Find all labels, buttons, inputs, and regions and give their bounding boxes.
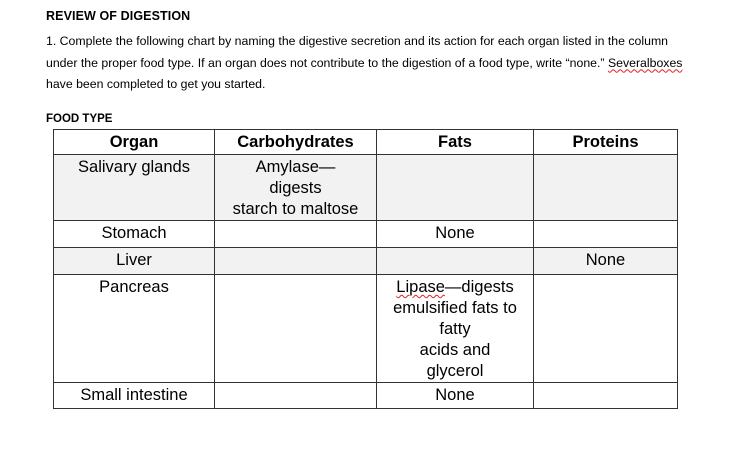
instructions	[46, 31, 686, 96]
digestion-table	[53, 129, 678, 409]
cell-fats[interactable]: None	[377, 383, 534, 409]
cell-organ[interactable]: Salivary glands	[54, 155, 215, 221]
table-row	[54, 155, 678, 221]
instructions-text-end: have been completed to get you started.	[46, 77, 266, 91]
cell-fats[interactable]	[377, 275, 534, 383]
instructions-text: 1. Complete the following chart by naming the digestive secretion and its action for each organ listed in the column under the proper food type. If an organ does not contribute to the digestion of a food type, write “none.”	[46, 34, 669, 70]
cell-organ[interactable]: Stomach	[54, 221, 215, 248]
cell-carbohydrates[interactable]	[215, 221, 377, 248]
table-row	[54, 275, 678, 383]
cell-line: glycerol	[426, 362, 484, 380]
page-heading: REVIEW OF DIGESTION	[46, 9, 191, 23]
cell-line: acids and	[419, 341, 491, 359]
cell-proteins[interactable]	[534, 155, 678, 221]
cell-carbohydrates[interactable]	[215, 155, 377, 221]
cell-proteins[interactable]	[534, 221, 678, 248]
cell-fats[interactable]	[377, 155, 534, 221]
cell-line: emulsified fats to	[393, 299, 517, 317]
header-organ: Organ	[54, 130, 215, 155]
cell-proteins[interactable]	[534, 383, 678, 409]
header-carbohydrates: Carbohydrates	[215, 130, 377, 155]
cell-organ[interactable]: Liver	[54, 248, 215, 275]
cell-proteins[interactable]	[534, 275, 678, 383]
cell-line: digests	[269, 179, 322, 197]
cell-fats[interactable]: None	[377, 221, 534, 248]
header-proteins: Proteins	[534, 130, 678, 155]
cell-line: starch to maltose	[232, 200, 359, 218]
header-fats: Fats	[377, 130, 534, 155]
cell-line: Amylase—	[255, 158, 336, 176]
table-row	[54, 248, 678, 275]
cell-line: fatty	[439, 320, 471, 338]
food-type-label: FOOD TYPE	[46, 113, 113, 125]
cell-fats[interactable]	[377, 248, 534, 275]
cell-carbohydrates[interactable]	[215, 383, 377, 409]
table-row	[54, 383, 678, 409]
cell-carbohydrates[interactable]	[215, 275, 377, 383]
cell-line: Lipase—digests	[396, 278, 514, 296]
spellcheck-flagged-word: Lipase	[396, 278, 445, 296]
cell-proteins[interactable]: None	[534, 248, 678, 275]
table-header-row	[54, 130, 678, 155]
table-row	[54, 221, 678, 248]
cell-carbohydrates[interactable]	[215, 248, 377, 275]
cell-organ[interactable]: Small intestine	[54, 383, 215, 409]
spellcheck-flagged-word: Severalboxes	[607, 55, 683, 70]
cell-organ[interactable]: Pancreas	[54, 275, 215, 383]
